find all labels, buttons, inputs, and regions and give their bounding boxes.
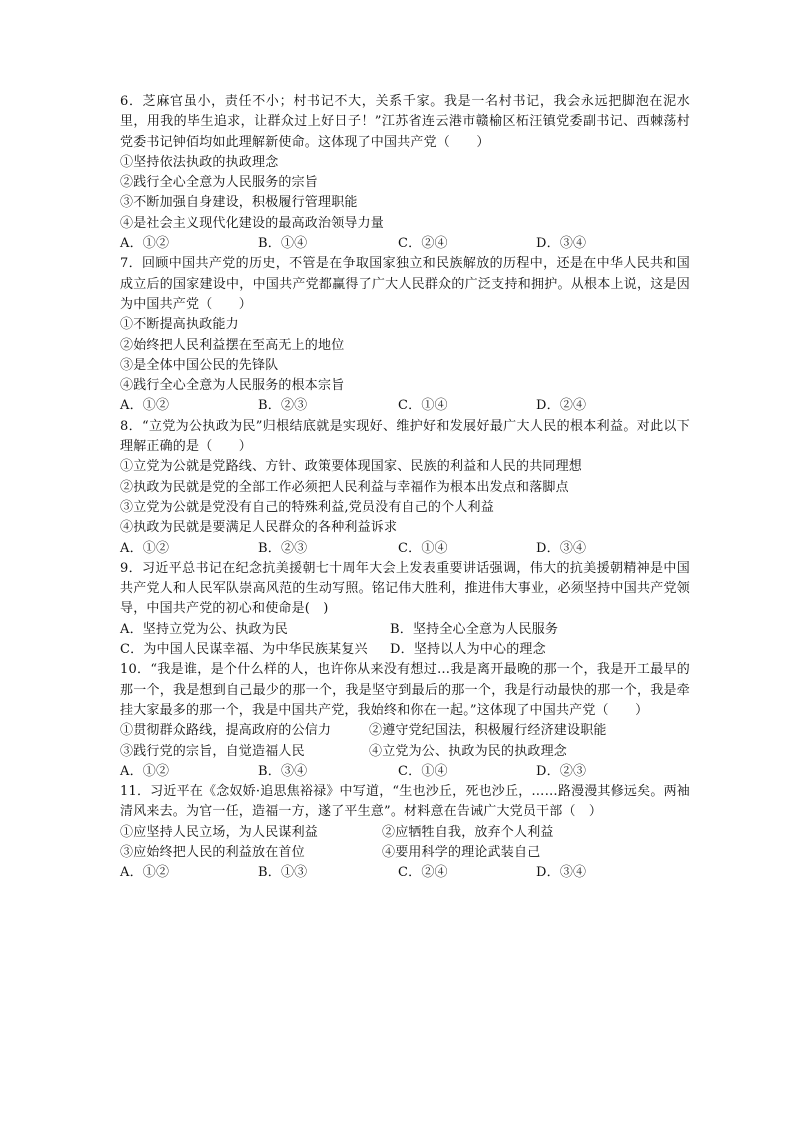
question-9 xyxy=(120,559,690,660)
question-11 xyxy=(120,782,690,883)
answer-choices xyxy=(120,863,690,883)
choice-b: B．①③ xyxy=(258,865,308,881)
option: ①应坚持人民立场，为人民谋利益 xyxy=(120,824,319,840)
choice-d: D．③④ xyxy=(536,540,587,556)
option: ①不断提高执政能力 xyxy=(120,317,239,333)
question-list xyxy=(120,92,690,884)
question-stem: 11．习近平在《念奴娇·追思焦裕禄》中写道，“生也沙丘，死也沙丘，……路漫漫其修远矣。两袖清风来去。为官一任，造福一方，遂了平生意”。材料意在告诫广大党员干部（ ） xyxy=(120,784,690,820)
option: ③不断加强自身建设，积极履行管理职能 xyxy=(120,195,358,211)
choice-c: C．②④ xyxy=(398,236,448,252)
question-10 xyxy=(120,660,690,782)
question-stem: 10．“我是谁，是个什么样的人，也许你从来没有想过…我是离开最晚的那一个，我是开工最早的那一个，我是想到自己最少的那一个，我是坚守到最后的那一个，我是行动最快的那一个，我是牵挂大家最多的那一个，我是中国共产党，我始终和你在一起。”这体现了中国共产党（ ） xyxy=(120,662,690,718)
option-pair-row xyxy=(120,721,690,741)
choice-a: A．①② xyxy=(120,236,170,252)
option: ①坚持依法执政的执政理念 xyxy=(120,154,279,170)
option-pair-row xyxy=(120,742,690,762)
choice-d: D．②④ xyxy=(536,398,587,414)
option: ④是社会主义现代化建设的最高政治领导力量 xyxy=(120,215,385,231)
choice-c: C．①④ xyxy=(398,763,448,779)
choice-a: A．①② xyxy=(120,763,170,779)
answer-choices xyxy=(120,539,690,559)
choice-a: A．①② xyxy=(120,398,170,414)
choice-b: B．坚持全心全意为人民服务 xyxy=(390,621,559,637)
option: ②应牺牲自我，放弃个人利益 xyxy=(382,824,554,840)
option-pair-row xyxy=(120,823,690,843)
choice-a: A．①② xyxy=(120,540,170,556)
question-stem: 6．芝麻官虽小，责任不小；村书记不大，关系千家。我是一名村书记，我会永远把脚泡在泥水里，用我的毕生追求，让群众过上好日子！”江苏省连云港市赣榆区柘汪镇党委副书记、西棘荡村党委书记钟佰均如此理解新使命。这体现了中国共产党（ ） xyxy=(120,94,690,150)
question-6 xyxy=(120,92,690,254)
answer-choices xyxy=(120,234,690,254)
choice-d: D．③④ xyxy=(536,236,587,252)
option: ②践行全心全意为人民服务的宗旨 xyxy=(120,175,319,191)
option: ②始终把人民利益摆在至高无上的地位 xyxy=(120,337,345,353)
choice-pair-row xyxy=(120,620,690,640)
choice-b: B．③④ xyxy=(258,763,308,779)
option-pair-row xyxy=(120,843,690,863)
choice-b: B．②③ xyxy=(258,398,308,414)
question-stem: 8．“立党为公执政为民”归根结底就是实现好、维护好和发展好最广大人民的根本利益。对此以下理解正确的是（ ） xyxy=(120,418,690,455)
option: ③应始终把人民的利益放在首位 xyxy=(120,844,305,860)
option: ③立党为公就是党没有自己的特殊利益,党员没有自己的个人利益 xyxy=(120,499,494,515)
option: ④执政为民就是要满足人民群众的各种利益诉求 xyxy=(120,520,398,536)
option: ②遵守党纪国法，积极履行经济建设职能 xyxy=(369,723,607,739)
choice-a: A．①② xyxy=(120,865,170,881)
question-stem: 9．习近平总书记在纪念抗美援朝七十周年大会上发表重要讲话强调，伟大的抗美援朝精神是中国共产党人和人民军队崇高风范的生动写照。铭记伟大胜利，推进伟大事业，必须坚持中国共产党领导，中国共产党的初心和使命是( ) xyxy=(120,560,690,617)
answer-choices xyxy=(120,762,690,782)
choice-a: A．坚持立党为公、执政为民 xyxy=(120,621,288,637)
option: ③践行党的宗旨，自觉造福人民 xyxy=(120,743,305,759)
choice-c: C．②④ xyxy=(398,865,448,881)
option: ④立党为公、执政为民的执政理念 xyxy=(369,743,568,759)
option: ④践行全心全意为人民服务的根本宗旨 xyxy=(120,378,345,394)
choice-c: C．为中国人民谋幸福、为中华民族某复兴 xyxy=(120,642,368,658)
option: ①立党为公就是党路线、方针、政策要体现国家、民族的利益和人民的共同理想 xyxy=(120,459,583,475)
option: ④要用科学的理论武装自己 xyxy=(382,844,541,860)
choice-c: C．①④ xyxy=(398,540,448,556)
option: ③是全体中国公民的先锋队 xyxy=(120,357,279,373)
choice-pair-row xyxy=(120,640,690,660)
choice-b: B．②③ xyxy=(258,540,308,556)
choice-c: C．①④ xyxy=(398,398,448,414)
choice-d: D．坚持以人为中心的理念 xyxy=(390,642,546,658)
option: ①贯彻群众路线，提高政府的公信力 xyxy=(120,723,332,739)
question-7 xyxy=(120,254,690,416)
answer-choices xyxy=(120,396,690,416)
question-stem: 7．回顾中国共产党的历史，不管是在争取国家独立和民族解放的历程中，还是在中华人民共和国成立后的国家建设中，中国共产党都赢得了广大人民群众的广泛支持和拥护。从根本上说，这是因为中国共产党（ ） xyxy=(120,256,690,312)
choice-d: D．②③ xyxy=(536,763,587,779)
choice-d: D．③④ xyxy=(536,865,587,881)
choice-b: B．①④ xyxy=(258,236,308,252)
question-8 xyxy=(120,417,690,559)
option: ②执政为民就是党的全部工作必须把人民利益与幸福作为根本出发点和落脚点 xyxy=(120,479,569,495)
